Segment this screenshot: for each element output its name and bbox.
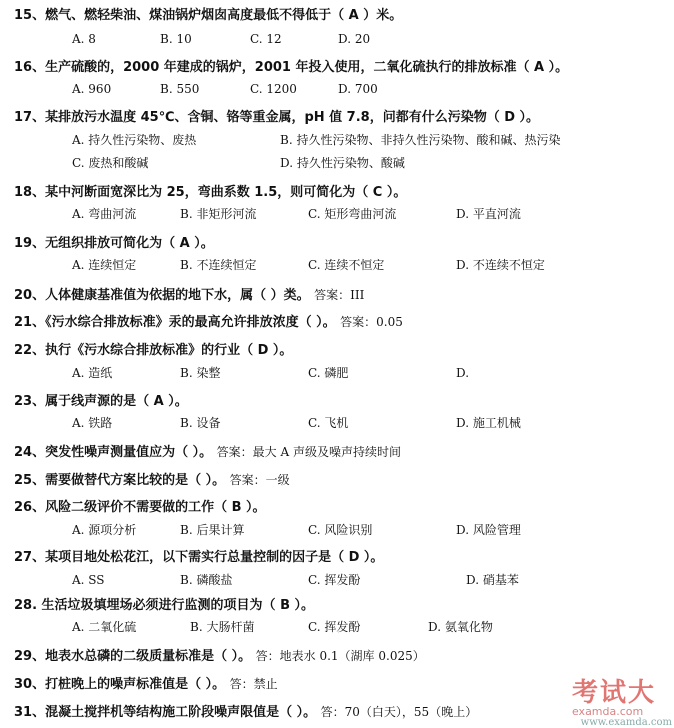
question-19-option-b: B. 不连续恒定: [180, 258, 257, 272]
question-30-stem: 30、打桩晚上的噪声标准值是（ ）。: [14, 677, 226, 692]
question-28-option-c: C. 挥发酚: [308, 620, 361, 634]
question-26-option-c: C. 风险识别: [308, 523, 373, 537]
question-24-stem: 24、突发性噪声测量值应为（ ）。: [14, 445, 213, 460]
question-23-option-b: B. 设备: [180, 416, 221, 430]
question-29-stem: 29、地表水总磷的二级质量标准是（ ）。: [14, 649, 252, 664]
question-31-stem: 31、混凝土搅拌机等结构施工阶段噪声限值是（ ）。: [14, 705, 317, 720]
question-16-option-d: D. 700: [338, 82, 378, 96]
question-16-option-c: C. 1200: [250, 82, 297, 96]
question-27-option-b: B. 磷酸盐: [180, 573, 233, 587]
question-20-line: [14, 287, 364, 304]
question-21-answer: 答案：0.05: [340, 315, 403, 329]
watermark-corner-text: www.examda.com: [580, 717, 672, 728]
question-18-option-a: A. 弯曲河流: [72, 207, 137, 221]
question-27-option-a: A. SS: [72, 573, 105, 587]
question-17-option-d: D. 持久性污染物、酸碱: [280, 156, 405, 170]
question-25-stem: 25、需要做替代方案比较的是（ ）。: [14, 473, 226, 488]
question-17-stem: 17、某排放污水温度 45℃、含铜、铬等重金属，pH 值 7.8，问都有什么污染物（ D ）。: [14, 110, 540, 125]
question-28-option-a: A. 二氧化硫: [72, 620, 137, 634]
watermark-main-text: 考试大: [571, 678, 656, 708]
question-22-option-c: C. 磷肥: [308, 366, 349, 380]
question-28-option-d: D. 氨氧化物: [428, 620, 493, 634]
question-15-option-d: D. 20: [338, 32, 371, 46]
question-31-answer: 答：70（白天），55（晚上）: [320, 705, 478, 719]
question-21-stem: 21、《污水综合排放标准》汞的最高允许排放浓度（ ）。: [14, 315, 336, 330]
question-31-line: [14, 704, 477, 721]
question-16-stem: 16、生产硫酸的，2000 年建成的锅炉，2001 年投入使用，二氧化硫执行的排放标准（ A ）。: [14, 60, 569, 75]
question-27-stem: 27、某项目地处松花江，以下需实行总量控制的因子是（ D ）。: [14, 550, 384, 565]
question-23-option-a: A. 铁路: [72, 416, 113, 430]
question-24-answer: 答案：最大 A 声级及噪声持续时间: [216, 445, 401, 459]
question-21-line: [14, 314, 403, 331]
question-25-line: [14, 472, 290, 489]
question-29-answer: 答：地表水 0.1（湖库 0.025）: [255, 649, 425, 663]
question-26-stem: 26、风险二级评价不需要做的工作（ B ）。: [14, 500, 266, 515]
question-27-option-d: D. 硝基苯: [466, 573, 519, 587]
question-18-option-c: C. 矩形弯曲河流: [308, 207, 397, 221]
question-28-option-b: B. 大肠杆菌: [190, 620, 255, 634]
watermark-logo: [572, 672, 656, 718]
question-15-stem: 15、燃气、燃轻柴油、煤油锅炉烟囱高度最低不得低于（ A ）米。: [14, 8, 403, 23]
question-18-stem: 18、某中河断面宽深比为 25，弯曲系数 1.5，则可简化为（ C ）。: [14, 185, 407, 200]
question-19-option-d: D. 不连续不恒定: [456, 258, 545, 272]
question-19-stem: 19、无组织排放可简化为（ A ）。: [14, 236, 214, 251]
question-17-option-a: A. 持久性污染物、废热: [72, 133, 197, 147]
question-15-option-a: A. 8: [72, 32, 96, 46]
question-19-option-c: C. 连续不恒定: [308, 258, 385, 272]
question-26-option-a: A. 源项分析: [72, 523, 137, 537]
question-30-line: [14, 676, 278, 693]
watermark-sub-text: examda.com: [571, 705, 644, 718]
question-23-stem: 23、属于线声源的是（ A ）。: [14, 394, 188, 409]
question-26-option-d: D. 风险管理: [456, 523, 521, 537]
question-15-option-c: C. 12: [250, 32, 282, 46]
question-18-option-b: B. 非矩形河流: [180, 207, 257, 221]
question-29-line: [14, 648, 425, 665]
question-18-option-d: D. 平直河流: [456, 207, 521, 221]
question-17-option-c: C. 废热和酸碱: [72, 156, 149, 170]
question-27-option-c: C. 挥发酚: [308, 573, 361, 587]
question-24-line: [14, 444, 401, 461]
question-22-option-a: A. 造纸: [72, 366, 113, 380]
question-28-stem: 28. 生活垃圾填埋场必须进行监测的项目为（ B ）。: [14, 598, 315, 613]
question-15-option-b: B. 10: [160, 32, 192, 46]
question-30-answer: 答：禁止: [229, 677, 278, 691]
question-22-option-b: B. 染整: [180, 366, 221, 380]
question-25-answer: 答案：一级: [229, 473, 290, 487]
question-17-option-b: B. 持久性污染物、非持久性污染物、酸和碱、热污染: [280, 133, 561, 147]
question-20-answer: 答案：III: [314, 288, 365, 302]
question-19-option-a: A. 连续恒定: [72, 258, 137, 272]
question-23-option-c: C. 飞机: [308, 416, 349, 430]
question-16-option-a: A. 960: [72, 82, 112, 96]
question-26-option-b: B. 后果计算: [180, 523, 245, 537]
question-23-option-d: D. 施工机械: [456, 416, 521, 430]
question-22-stem: 22、执行《污水综合排放标准》的行业（ D ）。: [14, 343, 293, 358]
question-22-option-d: D.: [456, 366, 470, 380]
question-20-stem: 20、人体健康基准值为依据的地下水，属（ ）类。: [14, 288, 310, 303]
question-16-option-b: B. 550: [160, 82, 200, 96]
